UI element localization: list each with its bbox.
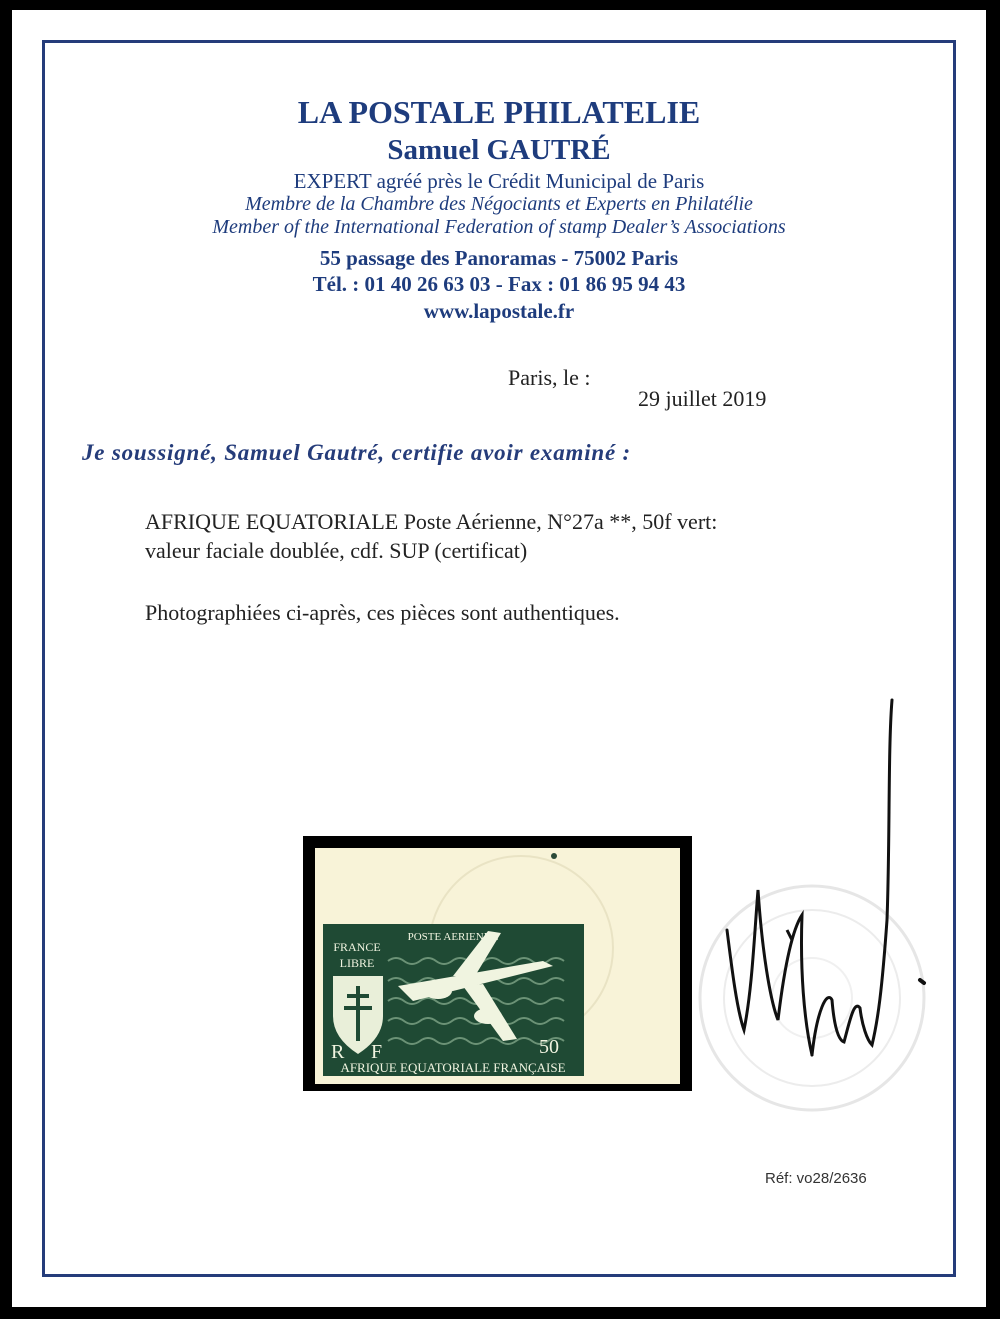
stamp-text-left-2: LIBRE <box>339 956 375 970</box>
membership-fr: Membre de la Chambre des Négociants et Experts en Philatélie <box>245 193 753 215</box>
signature-icon <box>692 690 952 1170</box>
certificate-sheet <box>12 10 986 1307</box>
perforation-dots <box>551 853 557 859</box>
stamp-text-top: POSTE AERIENNE <box>407 931 499 943</box>
item-description-line2: valeur faciale doublée, cdf. SUP (certificat) <box>145 538 528 563</box>
stamp-photo <box>303 836 692 1091</box>
expert-name: Samuel GAUTRÉ <box>387 134 611 166</box>
stamp-text-bottom: AFRIQUE EQUATORIALE FRANÇAISE <box>340 1060 566 1075</box>
website: www.lapostale.fr <box>423 299 575 323</box>
company-name: LA POSTALE PHILATELIE <box>297 94 701 130</box>
stamp-text-r: R <box>331 1041 345 1063</box>
certification-statement: Je soussigné, Samuel Gautré, certifie avoir examiné : <box>82 440 632 465</box>
expert-accreditation: EXPERT agréé près le Crédit Municipal de Paris <box>293 169 705 193</box>
stamp-text-value: 50 <box>539 1036 559 1058</box>
item-description-line1: AFRIQUE EQUATORIALE Poste Aérienne, N°27a **, 50f vert: <box>145 509 718 534</box>
phone-fax: Tél. : 01 40 26 63 03 - Fax : 01 86 95 94 43 <box>312 272 686 296</box>
stamp-text-left-1: FRANCE <box>333 940 381 954</box>
place-label: Paris, le : <box>508 365 591 390</box>
reference-number: Réf: vo28/2636 <box>765 1170 867 1187</box>
membership-en: Member of the International Federation of stamp Dealer’s Associations <box>212 216 786 238</box>
authenticity-statement: Photographiées ci-après, ces pièces sont authentiques. <box>145 600 620 625</box>
stamp-text-f: F <box>371 1041 383 1063</box>
address: 55 passage des Panoramas - 75002 Paris <box>319 246 679 270</box>
certificate-date: 29 juillet 2019 <box>638 386 767 411</box>
